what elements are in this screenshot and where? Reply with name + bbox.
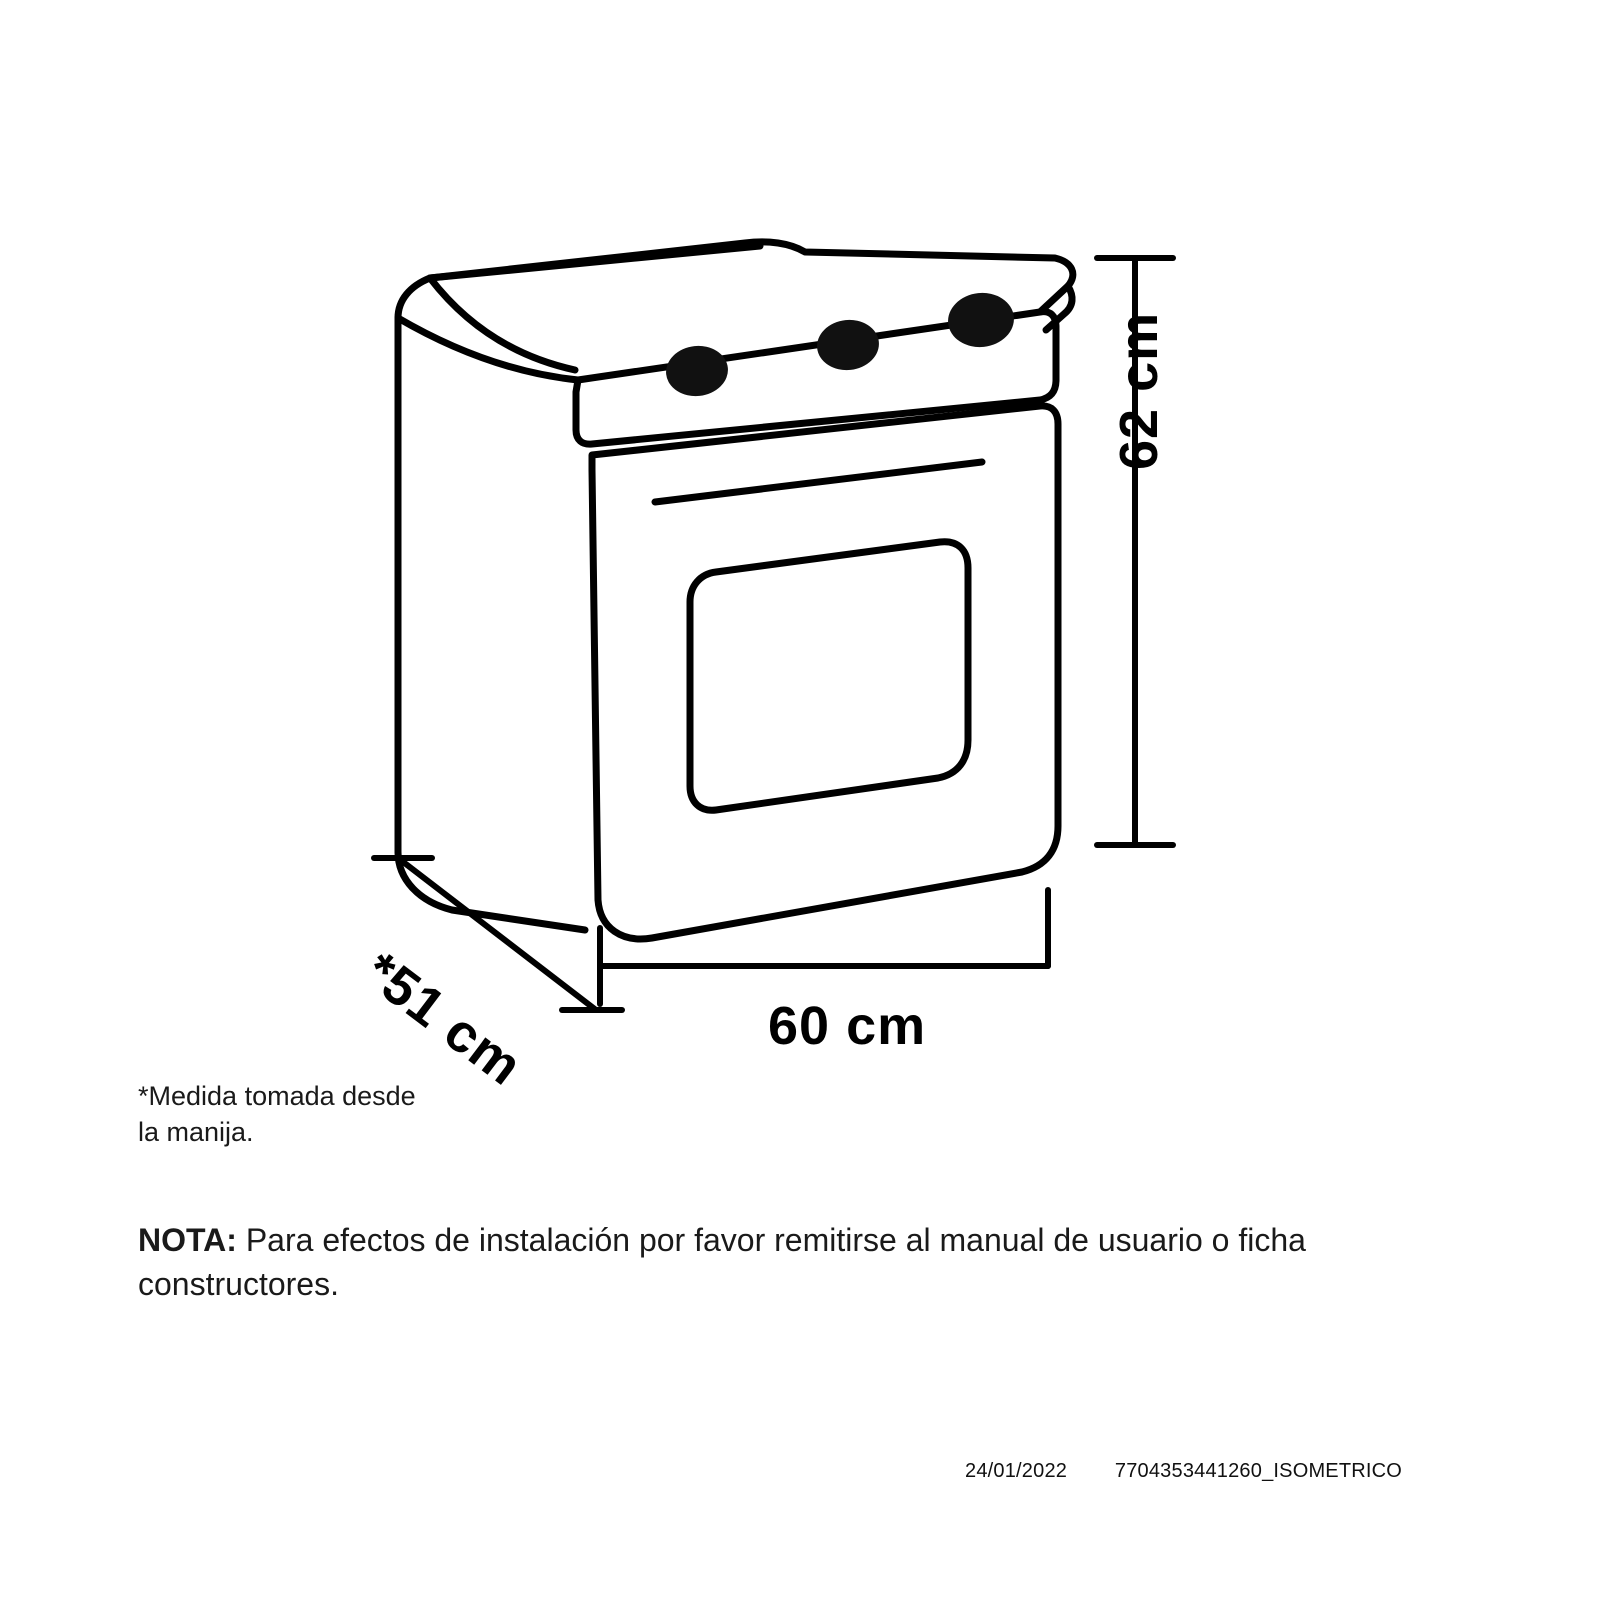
footnote-line-1: *Medida tomada desde	[138, 1081, 416, 1111]
oven-top-back-edge	[430, 246, 760, 278]
oven-body-group	[398, 242, 1073, 939]
footer-metadata	[965, 1460, 1402, 1483]
oven-left-bottom-edge	[398, 852, 585, 930]
oven-side-to-front-edge	[398, 318, 578, 380]
oven-top-inner-fold	[430, 278, 575, 370]
oven-door-outline	[592, 406, 1058, 939]
oven-door-handle	[655, 462, 982, 502]
footnote-block	[138, 1078, 558, 1151]
nota-label: NOTA:	[138, 1222, 237, 1258]
nota-text: Para efectos de instalación por favor remitirse al manual de usuario o ficha constructores.	[138, 1222, 1306, 1303]
knob-center-icon	[815, 317, 882, 373]
dimension-label-width: 60 cm	[768, 996, 927, 1056]
knob-left-icon	[664, 343, 731, 399]
dimension-label-height: 62 cm	[1109, 311, 1169, 470]
oven-control-knobs	[664, 290, 1017, 399]
knob-right-icon	[945, 290, 1016, 351]
footer-code: 7704353441260_ISOMETRICO	[1114, 1460, 1403, 1482]
installation-note	[138, 1218, 1468, 1306]
footnote-line-2: la manija.	[138, 1117, 254, 1148]
dimension-label-depth: *51 cm	[353, 940, 534, 1098]
footer-date: 24/01/2022	[965, 1460, 1068, 1482]
oven-door-window	[690, 542, 968, 811]
